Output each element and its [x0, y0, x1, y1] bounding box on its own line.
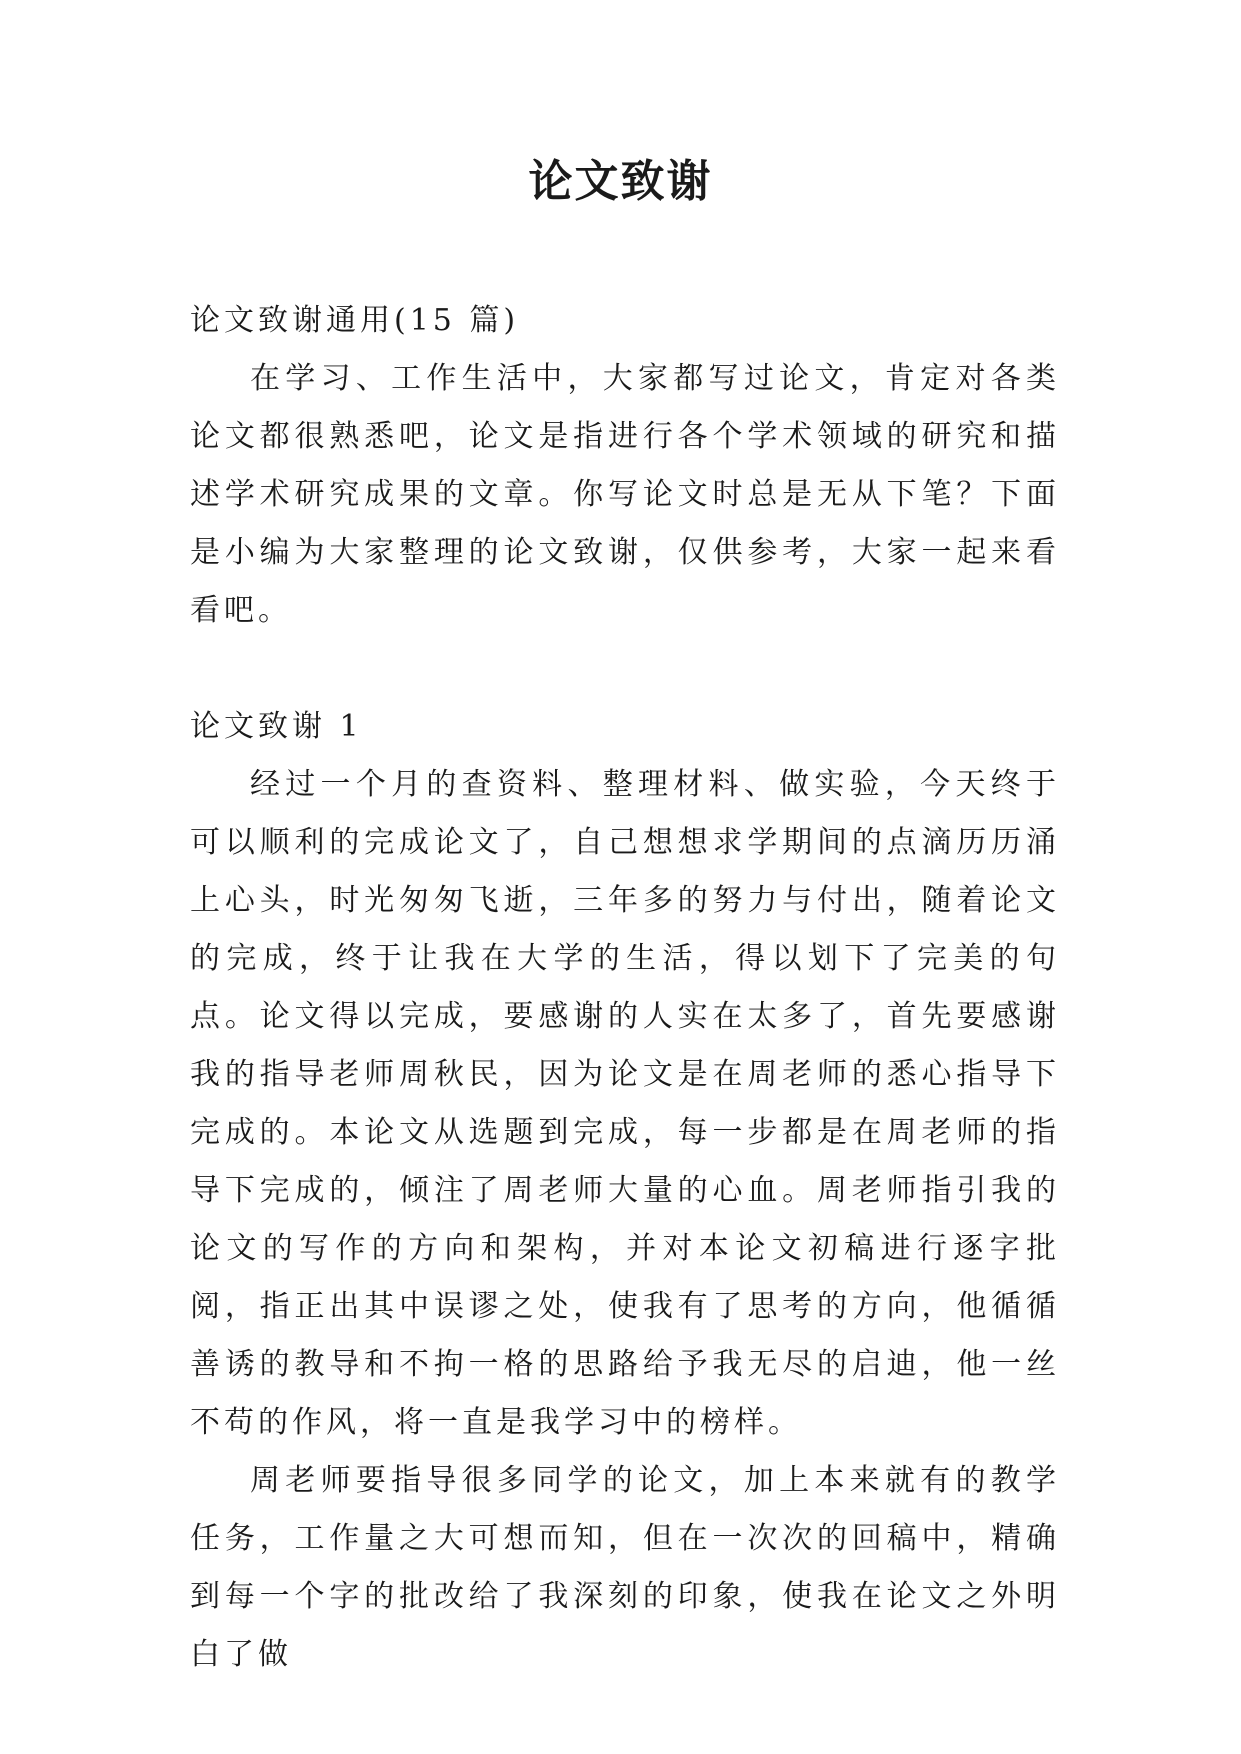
section-spacer	[190, 640, 1060, 698]
section-heading: 论文致谢 1	[190, 709, 363, 744]
body-paragraph: 经过一个月的查资料、整理材料、做实验，今天终于可以顺利的完成论文了，自己想想求学期间的点滴历历涌上心头，时光匆匆飞逝，三年多的努力与付出，随着论文的完成，终于让我在大学的生活，得以划下了完美的句点。论文得以完成，要感谢的人实在太多了，首先要感谢我的指导老师周秋民，因为论文是在周老师的悉心指导下完成的。本论文从选题到完成，每一步都是在周老师的指导下完成的，倾注了周老师大量的心血。周老师指引我的论文的写作的方向和架构，并对本论文初稿进行逐字批阅，指正出其中误谬之处，使我有了思考的方向，他循循善诱的教导和不拘一格的思路给予我无尽的启迪，他一丝不苟的作风，将一直是我学习中的榜样。	[190, 767, 1060, 1440]
subtitle: 论文致谢通用(15 篇)	[190, 303, 520, 338]
page-title: 论文致谢	[528, 156, 713, 207]
body-paragraph: 周老师要指导很多同学的论文，加上本来就有的教学任务，工作量之大可想而知，但在一次次的回稿中，精确到每一个字的批改给了我深刻的印象，使我在论文之外明白了做	[190, 1463, 1060, 1672]
document-body	[190, 292, 1060, 1684]
intro-paragraph: 在学习、工作生活中，大家都写过论文，肯定对各类论文都很熟悉吧，论文是指进行各个学术领域的研究和描述学术研究成果的文章。你写论文时总是无从下笔？下面是小编为大家整理的论文致谢，仅供参考，大家一起来看看吧。	[190, 361, 1060, 628]
